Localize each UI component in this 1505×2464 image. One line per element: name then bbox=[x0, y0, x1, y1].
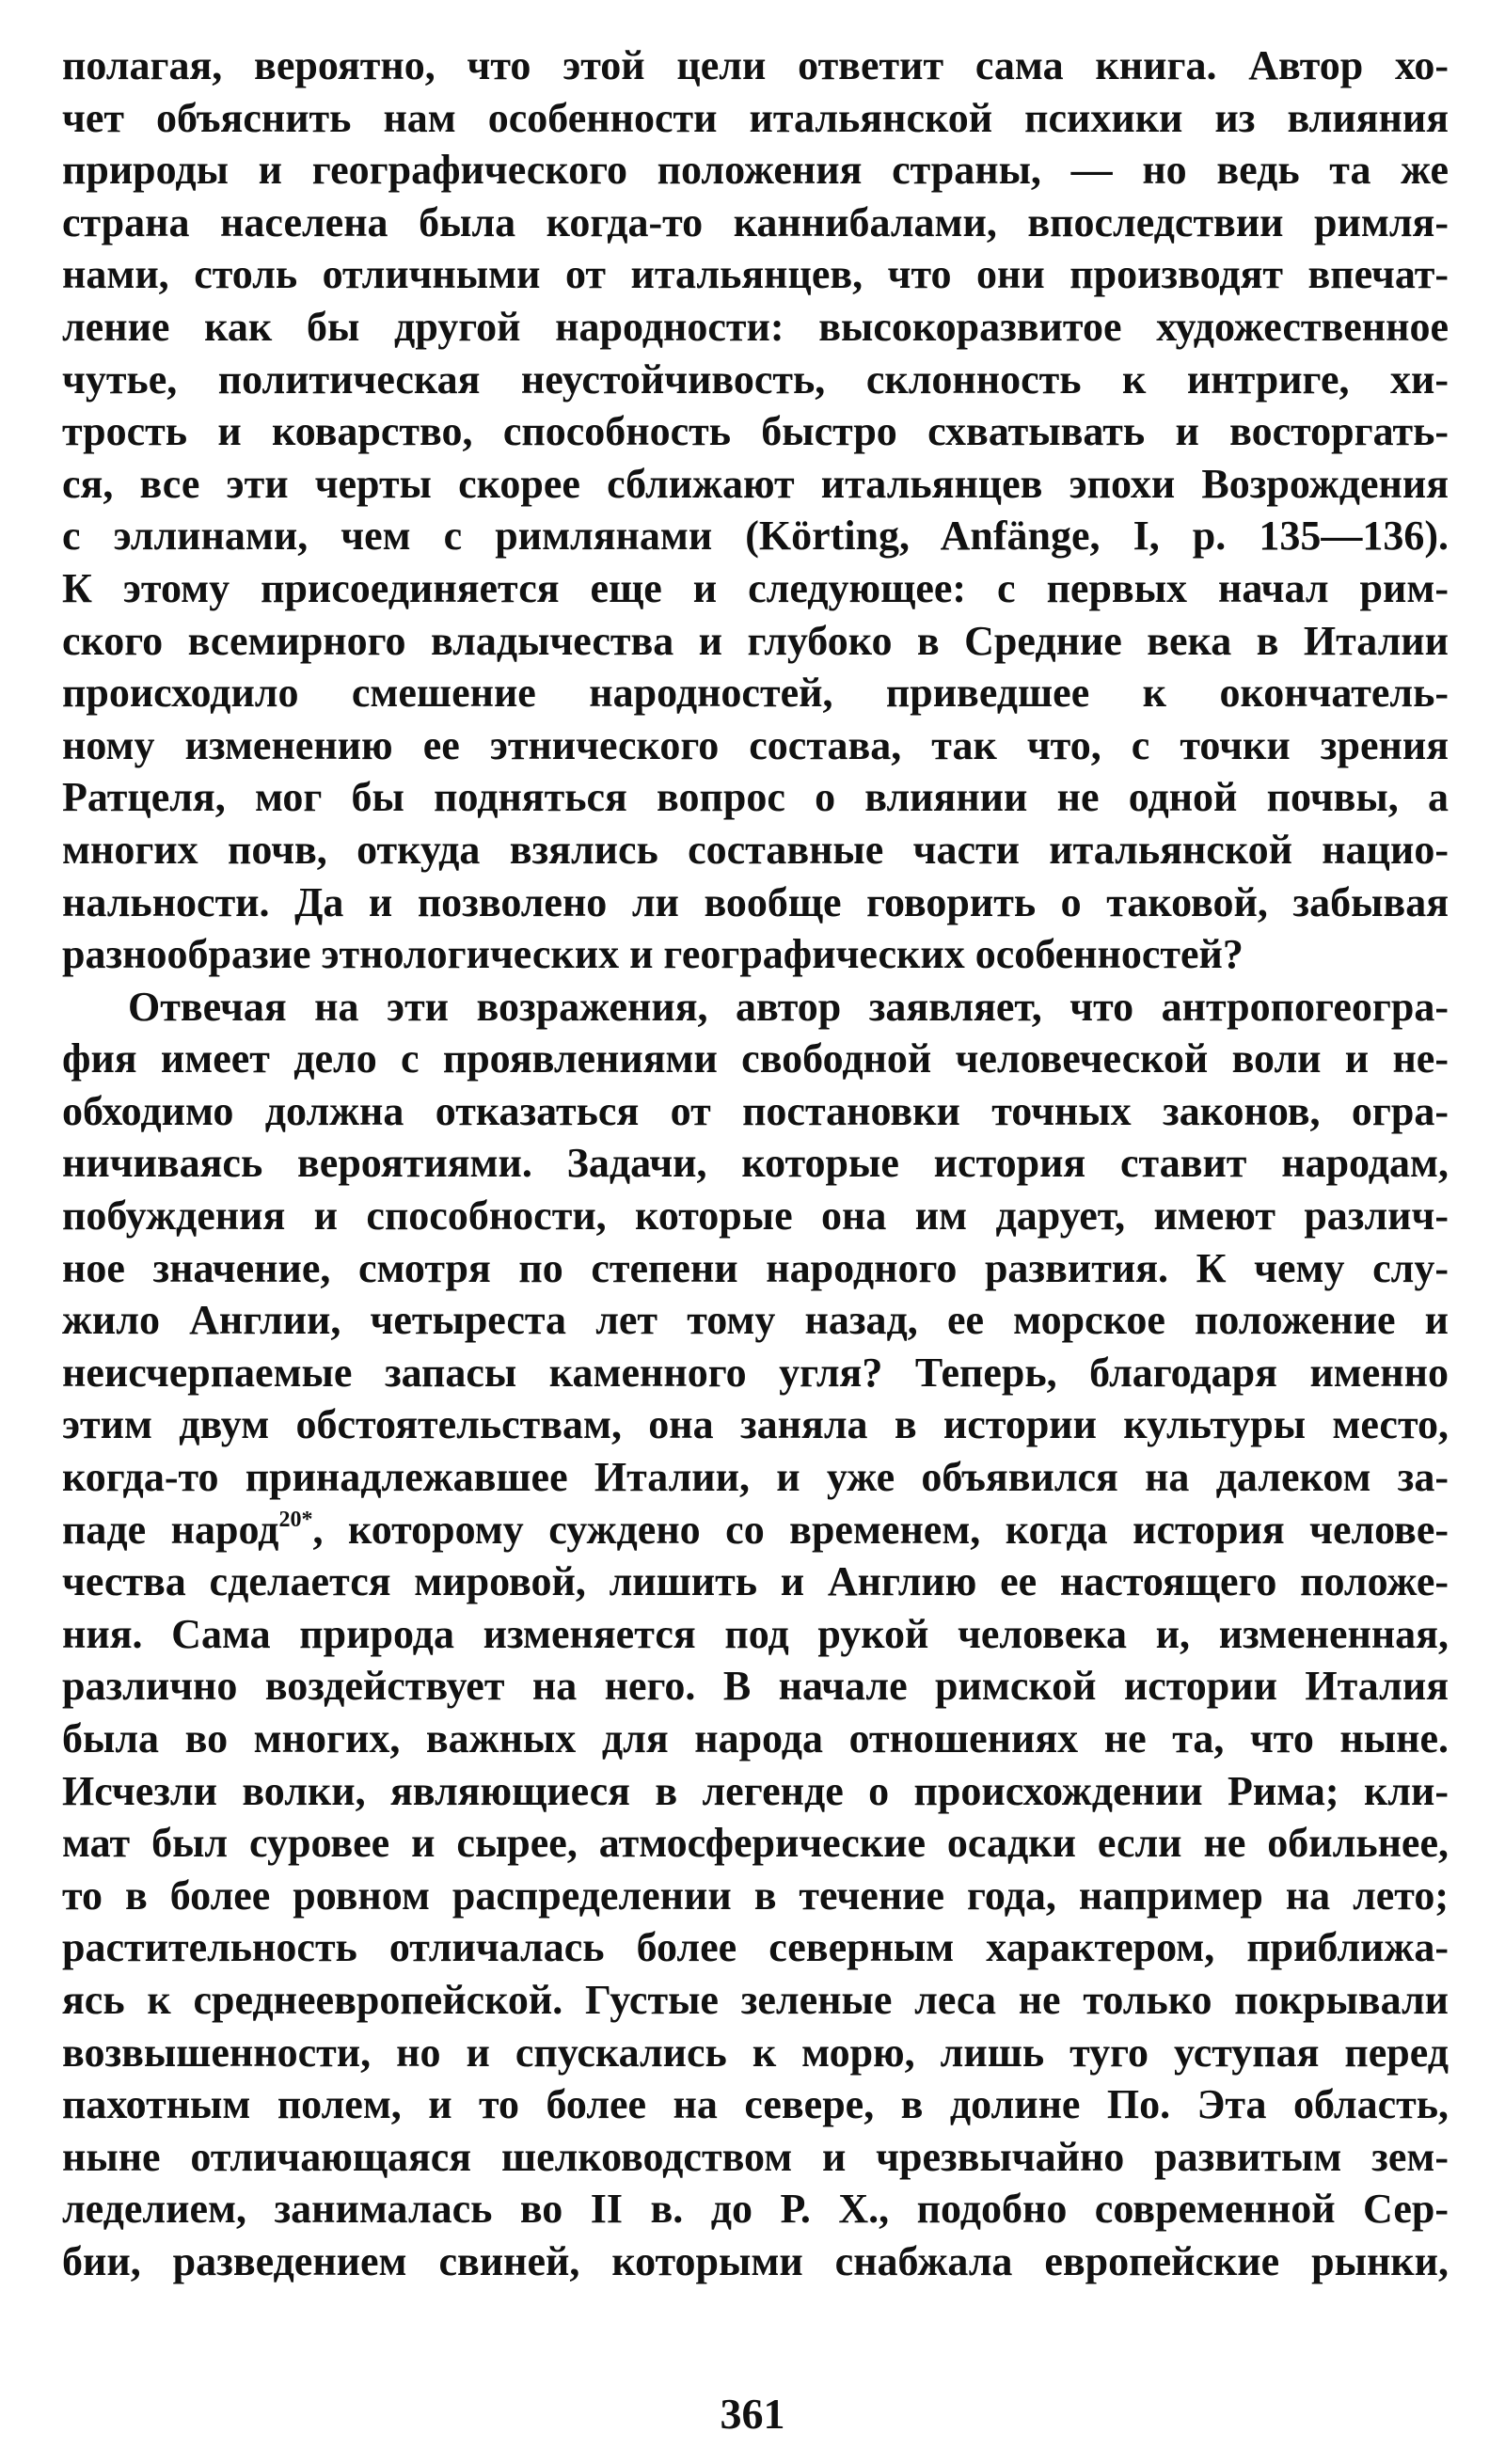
text-line: разнообразие этнологических и географических особенностей? bbox=[62, 931, 1244, 978]
text-line: чет объяснить нам особенности итальянской психики из влияния bbox=[62, 94, 1449, 141]
text-line: К этому присоединяется еще и следующее: с первых начал рим- bbox=[62, 564, 1449, 611]
text-line: ное значение, смотря по степени народного развития. К чему слу- bbox=[62, 1244, 1449, 1291]
text-line: растительность отличалась более северным характером, приближа- bbox=[62, 1924, 1449, 1971]
text-line: когда-то принадлежавшее Италии, и уже объявился на далеком за- bbox=[62, 1454, 1449, 1501]
page-body bbox=[62, 39, 1449, 2288]
text-line: этим двум обстоятельствам, она заняла в истории культуры место, bbox=[62, 1401, 1449, 1448]
page-number: 361 bbox=[720, 2390, 785, 2438]
text-line: с эллинами, чем с римлянами (Körting, Anfänge, I, p. 135—136). bbox=[62, 513, 1449, 560]
text-line: обходимо должна отказаться от постановки точных законов, огра- bbox=[62, 1087, 1449, 1134]
text-line: различно воздействует на него. В начале римской истории Италия bbox=[62, 1663, 1449, 1710]
text-line: многих почв, откуда взялись составные части итальянской нацио- bbox=[62, 826, 1449, 873]
text-line: ясь к среднеевропейской. Густые зеленые леса не только покрывали bbox=[62, 1976, 1449, 2023]
text-line-with-note bbox=[62, 1504, 1449, 1556]
text-line: природы и географического положения страны, — но ведь та же bbox=[62, 147, 1449, 194]
text-line: чутье, политическая неустойчивость, склонность к интриге, хи- bbox=[62, 355, 1449, 403]
text-line: бии, разведением свиней, которыми снабжала европейские рынки, bbox=[62, 2237, 1449, 2284]
text-line: Исчезли волки, являющиеся в легенде о происхождении Рима; кли- bbox=[62, 1767, 1449, 1814]
text-line: ничиваясь вероятиями. Задачи, которые история ставит народам, bbox=[62, 1140, 1449, 1187]
text-line: возвышенности, но и спускались к морю, лишь туго уступая перед bbox=[62, 2029, 1449, 2076]
text-line: ся, все эти черты скорее сближают итальянцев эпохи Возрождения bbox=[62, 460, 1449, 507]
endnote-marker: 20* bbox=[278, 1507, 313, 1532]
paragraph-2 bbox=[62, 981, 1449, 2288]
text-fragment: паде народ bbox=[62, 1506, 279, 1553]
text-line: леделием, занималась во II в. до Р. Х., подобно современной Сер- bbox=[62, 2186, 1449, 2233]
text-line: чества сделается мировой, лишить и Англию ее настоящего положе- bbox=[62, 1558, 1449, 1605]
text-line: нальности. Да и позволено ли вообще говорить о таковой, забывая bbox=[62, 878, 1449, 925]
text-line: мат был суровее и сырее, атмосферические осадки если не обильнее, bbox=[62, 1820, 1449, 1867]
text-line: ному изменению ее этнического состава, так что, с точки зрения bbox=[62, 721, 1449, 768]
text-line: полагая, вероятно, что этой цели ответит сама книга. Автор хо- bbox=[62, 42, 1449, 88]
text-line: неисчерпаемые запасы каменного угля? Теперь, благодаря именно bbox=[62, 1349, 1449, 1396]
text-line: трость и коварство, способность быстро схватывать и восторгать- bbox=[62, 408, 1449, 455]
paragraph-1 bbox=[62, 39, 1449, 981]
text-line: побуждения и способности, которые она им дарует, имеют различ- bbox=[62, 1193, 1449, 1240]
text-line: происходило смешение народностей, приведшее к окончатель- bbox=[62, 670, 1449, 717]
text-line: Ратцеля, мог бы подняться вопрос о влиянии не одной почвы, а bbox=[62, 774, 1449, 821]
text-line: фия имеет дело с проявлениями свободной человеческой воли и не- bbox=[62, 1035, 1449, 1082]
text-line: нами, столь отличными от итальянцев, что они производят впечат- bbox=[62, 251, 1449, 298]
text-line: была во многих, важных для народа отношениях не та, что ныне. bbox=[62, 1715, 1449, 1761]
text-fragment: , которому суждено со временем, когда история челове- bbox=[312, 1506, 1449, 1553]
text-line: ление как бы другой народности: высокоразвитое художественное bbox=[62, 303, 1449, 350]
text-line: ныне отличающаяся шелководством и чрезвычайно развитым зем- bbox=[62, 2133, 1449, 2180]
text-line: ния. Сама природа изменяется под рукой человека и, измененная, bbox=[62, 1610, 1449, 1657]
text-line: жило Англии, четыреста лет тому назад, ее морское положение и bbox=[62, 1297, 1449, 1344]
text-line: то в более ровном распределении в течение года, например на лето; bbox=[62, 1872, 1449, 1919]
text-line: пахотным полем, и то более на севере, в долине По. Эта область, bbox=[62, 2081, 1449, 2128]
text-line: ского всемирного владычества и глубоко в Средние века в Италии bbox=[62, 617, 1449, 664]
text-line: страна населена была когда-то каннибалами, впоследствии римля- bbox=[62, 198, 1449, 245]
text-line: Отвечая на эти возражения, автор заявляет, что антропогеогра- bbox=[128, 983, 1449, 1030]
